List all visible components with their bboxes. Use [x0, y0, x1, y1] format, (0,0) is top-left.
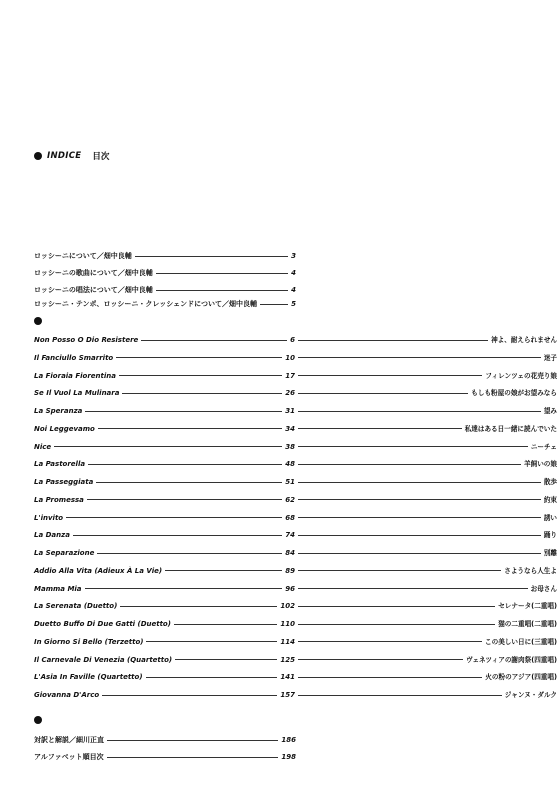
song-title-jp: 火の粉のアジア(四重唱) — [485, 673, 557, 682]
leader-line — [85, 588, 283, 589]
leader-line — [165, 570, 282, 571]
page-number: 68 — [285, 513, 295, 522]
song-entry-left — [34, 371, 295, 381]
intro-title: ロッシーニ・テンポ、ロッシーニ・クレッシェンドについて／畑中良輔 — [34, 300, 258, 308]
song-entry-left — [34, 353, 295, 363]
song-entry-right — [295, 655, 557, 665]
appendix-row[interactable] — [34, 735, 296, 745]
song-entry-left — [34, 619, 295, 629]
leader-line — [87, 499, 282, 500]
leader-line — [119, 375, 282, 376]
leader-line — [298, 535, 541, 536]
leader-line — [54, 446, 282, 447]
leader-line — [298, 411, 541, 412]
leader-line — [96, 482, 282, 483]
page-number: 51 — [285, 478, 295, 486]
leader-line — [298, 357, 541, 358]
song-title: Il Carnevale Di Venezia (Quartetto) — [34, 655, 173, 664]
song-title: Mamma Mia — [34, 584, 82, 593]
song-title: Addio Alla Vita (Adieux À La Vie) — [34, 566, 163, 575]
song-entry-right — [295, 690, 557, 700]
leader-line — [298, 570, 501, 571]
page-number: 4 — [291, 286, 296, 294]
leader-line — [107, 757, 279, 758]
song-title: In Giorno Si Bello (Terzetto) — [34, 637, 144, 646]
song-row[interactable] — [34, 335, 557, 345]
song-entry-left — [34, 406, 295, 416]
song-title: Il Fanciullo Smarrito — [34, 353, 114, 362]
song-entry-right — [295, 601, 557, 611]
page-number: 10 — [285, 353, 295, 362]
song-row[interactable] — [34, 655, 557, 665]
song-entry-left — [34, 459, 295, 469]
song-entry-left — [34, 690, 295, 700]
song-entry-left — [34, 495, 295, 505]
song-row[interactable] — [34, 672, 557, 682]
song-entry-right — [295, 637, 557, 647]
song-entry-right — [295, 388, 557, 398]
leader-line — [85, 411, 282, 412]
leader-line — [116, 357, 282, 358]
leader-line — [122, 393, 282, 394]
heading-jp: 目次 — [92, 152, 110, 162]
song-title: Se Il Vuol La Mulinara — [34, 389, 120, 398]
leader-line — [97, 553, 282, 554]
leader-line — [298, 499, 541, 500]
song-entry-right — [295, 495, 557, 505]
page-number: 157 — [280, 691, 295, 699]
page-number: 62 — [285, 495, 295, 504]
song-row[interactable] — [34, 530, 557, 540]
song-title: La Pastorella — [34, 460, 86, 469]
song-title: Duetto Buffo Di Due Gatti (Duetto) — [34, 620, 171, 628]
leader-line — [141, 340, 287, 341]
song-title: Nice — [34, 442, 52, 451]
index-heading — [34, 150, 109, 162]
song-entry-right — [295, 548, 557, 558]
song-row[interactable] — [34, 548, 557, 558]
song-title-jp: 散歩 — [543, 478, 557, 486]
song-title: La Fioraia Fiorentina — [34, 371, 116, 380]
leader-line — [120, 606, 277, 607]
song-entry-right — [295, 406, 557, 416]
song-entry-right — [295, 371, 557, 381]
leader-line — [298, 553, 541, 554]
leader-line — [175, 659, 277, 660]
song-title-jp: 猫の二重唱(二重唱) — [498, 620, 557, 628]
song-entry-right — [295, 513, 557, 523]
leader-line — [298, 695, 502, 696]
song-title: Giovanna D'Arco — [34, 691, 100, 699]
intro-title: ロッシーニの唱法について／畑中良輔 — [34, 286, 153, 294]
intro-row[interactable] — [34, 299, 296, 309]
leader-line — [135, 256, 288, 257]
song-title-jp: お母さん — [530, 584, 557, 593]
page-number: 74 — [285, 531, 295, 540]
song-title-jp: ニーチェ — [530, 442, 557, 451]
song-title-jp: ジャンヌ・ダルク — [504, 691, 557, 699]
song-title: Non Posso O Dio Resistere — [34, 336, 139, 344]
song-title: La Separazione — [34, 549, 95, 557]
song-entry-left — [34, 672, 295, 682]
song-title-jp: 私達はある日一緒に読んでいた — [464, 424, 557, 433]
song-title-jp: さようなら人生よ — [504, 566, 557, 575]
song-title-jp: 神よ、耐えられません — [491, 336, 557, 344]
song-entry-left — [34, 548, 295, 558]
song-entry-left — [34, 424, 295, 434]
song-title-jp: この美しい日に(三重唱) — [485, 637, 557, 646]
page-number: 141 — [280, 673, 295, 682]
song-title: La Serenata (Duetto) — [34, 602, 118, 611]
page-number: 5 — [291, 300, 296, 308]
song-entry-left — [34, 442, 295, 452]
song-row[interactable] — [34, 406, 557, 416]
song-row[interactable] — [34, 584, 557, 594]
page-number: 38 — [285, 442, 295, 451]
leader-line — [146, 641, 277, 642]
intro-row[interactable] — [34, 268, 296, 278]
song-entry-left — [34, 601, 295, 611]
leader-line — [174, 624, 277, 625]
leader-line — [156, 290, 288, 291]
song-entry-right — [295, 335, 557, 345]
song-row[interactable] — [34, 459, 557, 469]
song-row[interactable] — [34, 513, 557, 523]
bullet-icon — [34, 152, 42, 160]
song-title: La Promessa — [34, 495, 84, 504]
page-number: 186 — [281, 736, 296, 744]
leader-line — [107, 740, 278, 741]
song-row[interactable] — [34, 566, 557, 576]
song-title-jp: フィレンツェの花売り娘 — [485, 371, 557, 380]
page-number: 84 — [285, 549, 295, 557]
song-entry-left — [34, 335, 295, 345]
song-title-jp: 羊飼いの娘 — [524, 460, 557, 469]
song-title-jp: 誘い — [543, 513, 557, 522]
page-number: 125 — [280, 655, 295, 664]
leader-line — [298, 393, 468, 394]
leader-line — [102, 695, 277, 696]
song-entry-left — [34, 388, 295, 398]
song-entry-right — [295, 442, 557, 452]
leader-line — [298, 482, 541, 483]
song-entry-left — [34, 655, 295, 665]
leader-line — [146, 677, 278, 678]
leader-line — [298, 446, 528, 447]
song-entry-right — [295, 353, 557, 363]
page-number: 34 — [285, 424, 295, 433]
page-number: 114 — [280, 637, 295, 646]
song-entry-left — [34, 584, 295, 594]
song-title: La Speranza — [34, 407, 83, 415]
leader-line — [298, 588, 528, 589]
leader-line — [298, 641, 482, 642]
song-entry-right — [295, 566, 557, 576]
page-number: 3 — [291, 252, 296, 260]
song-entry-right — [295, 459, 557, 469]
song-row[interactable] — [34, 371, 557, 381]
song-entry-right — [295, 619, 557, 629]
section-bullet-icon — [34, 716, 42, 724]
intro-title: ロッシーニについて／畑中良輔 — [34, 252, 132, 260]
leader-line — [298, 606, 495, 607]
page-number: 4 — [291, 269, 296, 277]
page-number: 48 — [285, 460, 295, 469]
song-entry-right — [295, 672, 557, 682]
song-title-jp: 約束 — [543, 495, 557, 504]
song-row[interactable] — [34, 601, 557, 611]
song-row[interactable] — [34, 477, 557, 487]
song-title-jp: 踊り — [543, 531, 557, 540]
song-entry-right — [295, 530, 557, 540]
song-title-jp: 迷子 — [543, 353, 557, 362]
song-title-jp: もしも粉屋の娘がお望みなら — [471, 389, 557, 398]
song-row[interactable] — [34, 388, 557, 398]
page-number: 102 — [280, 602, 295, 611]
leader-line — [260, 304, 288, 305]
appendix-title: 対訳と解説／細川正直 — [34, 736, 104, 744]
song-row[interactable] — [34, 495, 557, 505]
song-entry-left — [34, 566, 295, 576]
song-entry-left — [34, 637, 295, 647]
intro-row[interactable] — [34, 251, 296, 261]
song-row[interactable] — [34, 619, 557, 629]
song-title-jp: 別離 — [543, 549, 557, 557]
song-row[interactable] — [34, 442, 557, 452]
page-number: 96 — [285, 584, 295, 593]
song-title: Noi Leggevamo — [34, 424, 95, 433]
leader-line — [298, 375, 482, 376]
page-number: 17 — [285, 371, 295, 380]
intro-title: ロッシーニの歌曲について／畑中良輔 — [34, 269, 153, 277]
song-title-jp: ヴェネツィアの謝肉祭(四重唱) — [466, 655, 557, 664]
leader-line — [298, 517, 541, 518]
song-title: La Danza — [34, 531, 70, 540]
section-bullet-icon — [34, 317, 42, 325]
leader-line — [298, 464, 521, 465]
page-number: 198 — [281, 753, 296, 761]
leader-line — [298, 624, 495, 625]
page-number: 26 — [285, 389, 295, 398]
song-entry-right — [295, 584, 557, 594]
leader-line — [98, 428, 282, 429]
song-title: L'Asia In Faville (Quartetto) — [34, 673, 143, 682]
leader-line — [298, 677, 482, 678]
appendix-title: アルファベット順目次 — [34, 753, 104, 761]
leader-line — [156, 273, 288, 274]
song-row[interactable] — [34, 637, 557, 647]
song-entry-left — [34, 530, 295, 540]
intro-row[interactable] — [34, 285, 296, 295]
heading-en: INDICE — [47, 151, 82, 161]
leader-line — [66, 517, 282, 518]
song-title: L'invito — [34, 513, 64, 522]
page-number: 6 — [290, 336, 295, 344]
song-entry-left — [34, 513, 295, 523]
leader-line — [298, 428, 462, 429]
song-row[interactable] — [34, 690, 557, 700]
song-entry-right — [295, 424, 557, 434]
song-title-jp: セレナータ(二重唱) — [498, 602, 557, 611]
song-title: La Passeggiata — [34, 478, 94, 486]
leader-line — [73, 535, 282, 536]
page-number: 110 — [280, 620, 295, 628]
song-entry-left — [34, 477, 295, 487]
song-row[interactable] — [34, 353, 557, 363]
appendix-row[interactable] — [34, 752, 296, 762]
page-number: 31 — [285, 407, 295, 415]
leader-line — [298, 340, 488, 341]
song-entry-right — [295, 477, 557, 487]
song-row[interactable] — [34, 424, 557, 434]
page-number: 89 — [285, 566, 295, 575]
leader-line — [298, 659, 463, 660]
song-title-jp: 望み — [543, 407, 557, 415]
leader-line — [88, 464, 282, 465]
